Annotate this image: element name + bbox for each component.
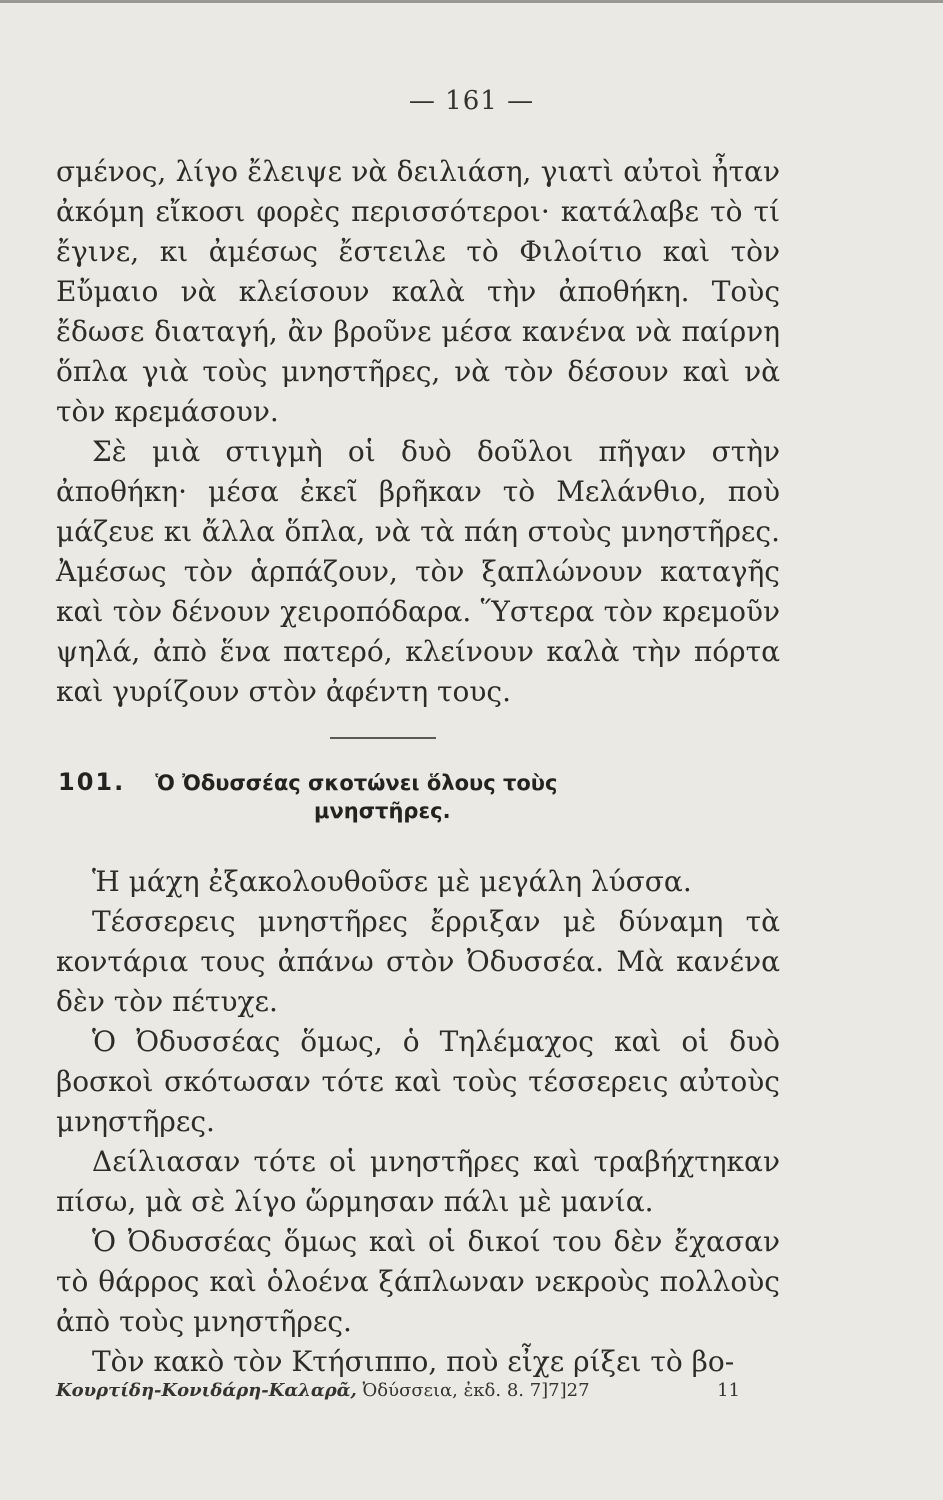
paragraph: Τὸν κακὸ τὸν Κτήσιππο, ποὺ εἶχε ρίξει τὸ βο- <box>92 1345 735 1378</box>
paragraph: Σὲ μιὰ στιγμὴ οἱ δυὸ δοῦλοι πῆγαν στὴν ἀποθήκη· μέσα ἐκεῖ βρῆκαν τὸ Μελάνθιο, ποὺ μάζευε κι ἄλλα ὅπλα, νὰ τὰ πάη στοὺς μνηστῆρες. Ἀμέσως τὸν ἁρπάζουν, τὸν ξαπλώνουν καταγῆς καὶ τὸν δένουν χειροπόδαρα. Ὕστερα τὸν κρεμοῦν ψηλά, ἀπὸ ἕνα πατερό, κλείνουν καλὰ τὴν πόρτα καὶ γυρίζουν στὸν ἀφέντη τους. <box>56 435 780 708</box>
paragraph: Δείλιασαν τότε οἱ μνηστῆρες καὶ τραβήχτηκαν πίσω, μὰ σὲ λίγο ὥρμησαν πάλι μὲ μανία. <box>56 1145 780 1218</box>
paragraph: Ὁ Ὀδυσσέας ὅμως, ὁ Τηλέμαχος καὶ οἱ δυὸ βοσκοὶ σκότωσαν τότε καὶ τοὺς τέσσερεις αὐτοὺς μνηστῆρες. <box>56 1025 780 1138</box>
paragraph: Τέσσερεις μνηστῆρες ἔρριξαν μὲ δύναμη τὰ κοντάρια τους ἀπάνω στὸν Ὀδυσσέα. Μὰ κανένα δὲν τὸν πέτυχε. <box>56 905 780 1018</box>
footer-authors: Κουρτίδη-Κονιδάρη-Καλαρᾶ, <box>56 1380 357 1401</box>
page-number: — 161 — <box>408 86 535 116</box>
chapter-title-line2: μνηστῆρες. <box>314 799 451 823</box>
page-footer <box>56 1380 780 1401</box>
footer-book: Ὀδύσσεια, ἐκδ. 8. 7]7]27 <box>362 1380 590 1401</box>
paragraph: σμένος, λίγο ἔλειψε νὰ δειλιάση, γιατὶ αὐτοὶ ἦταν ἀκόμη εἴκοσι φορὲς περισσότεροι· κατάλαβε τὸ τί ἔγινε, κι ἀμέσως ἔστειλε τὸ Φιλοίτιο καὶ τὸν Εὔμαιο νὰ κλείσουν καλὰ τὴν ἀποθήκη. Τοὺς ἔδωσε διαταγή, ἂν βροῦνε μέσα κανένα νὰ παίρνη ὅπλα γιὰ τοὺς μνηστῆρες, νὰ τὸν δέσουν καὶ νὰ τὸν κρεμάσουν. <box>56 155 780 428</box>
chapter-heading <box>58 768 778 825</box>
chapter-number: 101. <box>58 768 126 796</box>
text-block-top <box>56 152 780 712</box>
paragraph: Ὁ Ὀδυσσέας ὅμως καὶ οἱ δικοί του δὲν ἔχασαν τὸ θάρρος καὶ ὁλοένα ξάπλωναν νεκροὺς πολλοὺς ἀπὸ τοὺς μνηστῆρες. <box>56 1225 780 1338</box>
chapter-title-line1: Ὁ Ὀδυσσέας σκοτώνει ὅλους τοὺς <box>155 771 558 795</box>
paragraph: Ἡ μάχη ἐξακολουθοῦσε μὲ μεγάλη λύσσα. <box>92 865 692 898</box>
printer-signature: 11 <box>717 1380 740 1401</box>
text-block-bottom <box>56 862 780 1382</box>
section-separator <box>330 737 436 739</box>
top-edge-rule <box>0 0 943 3</box>
